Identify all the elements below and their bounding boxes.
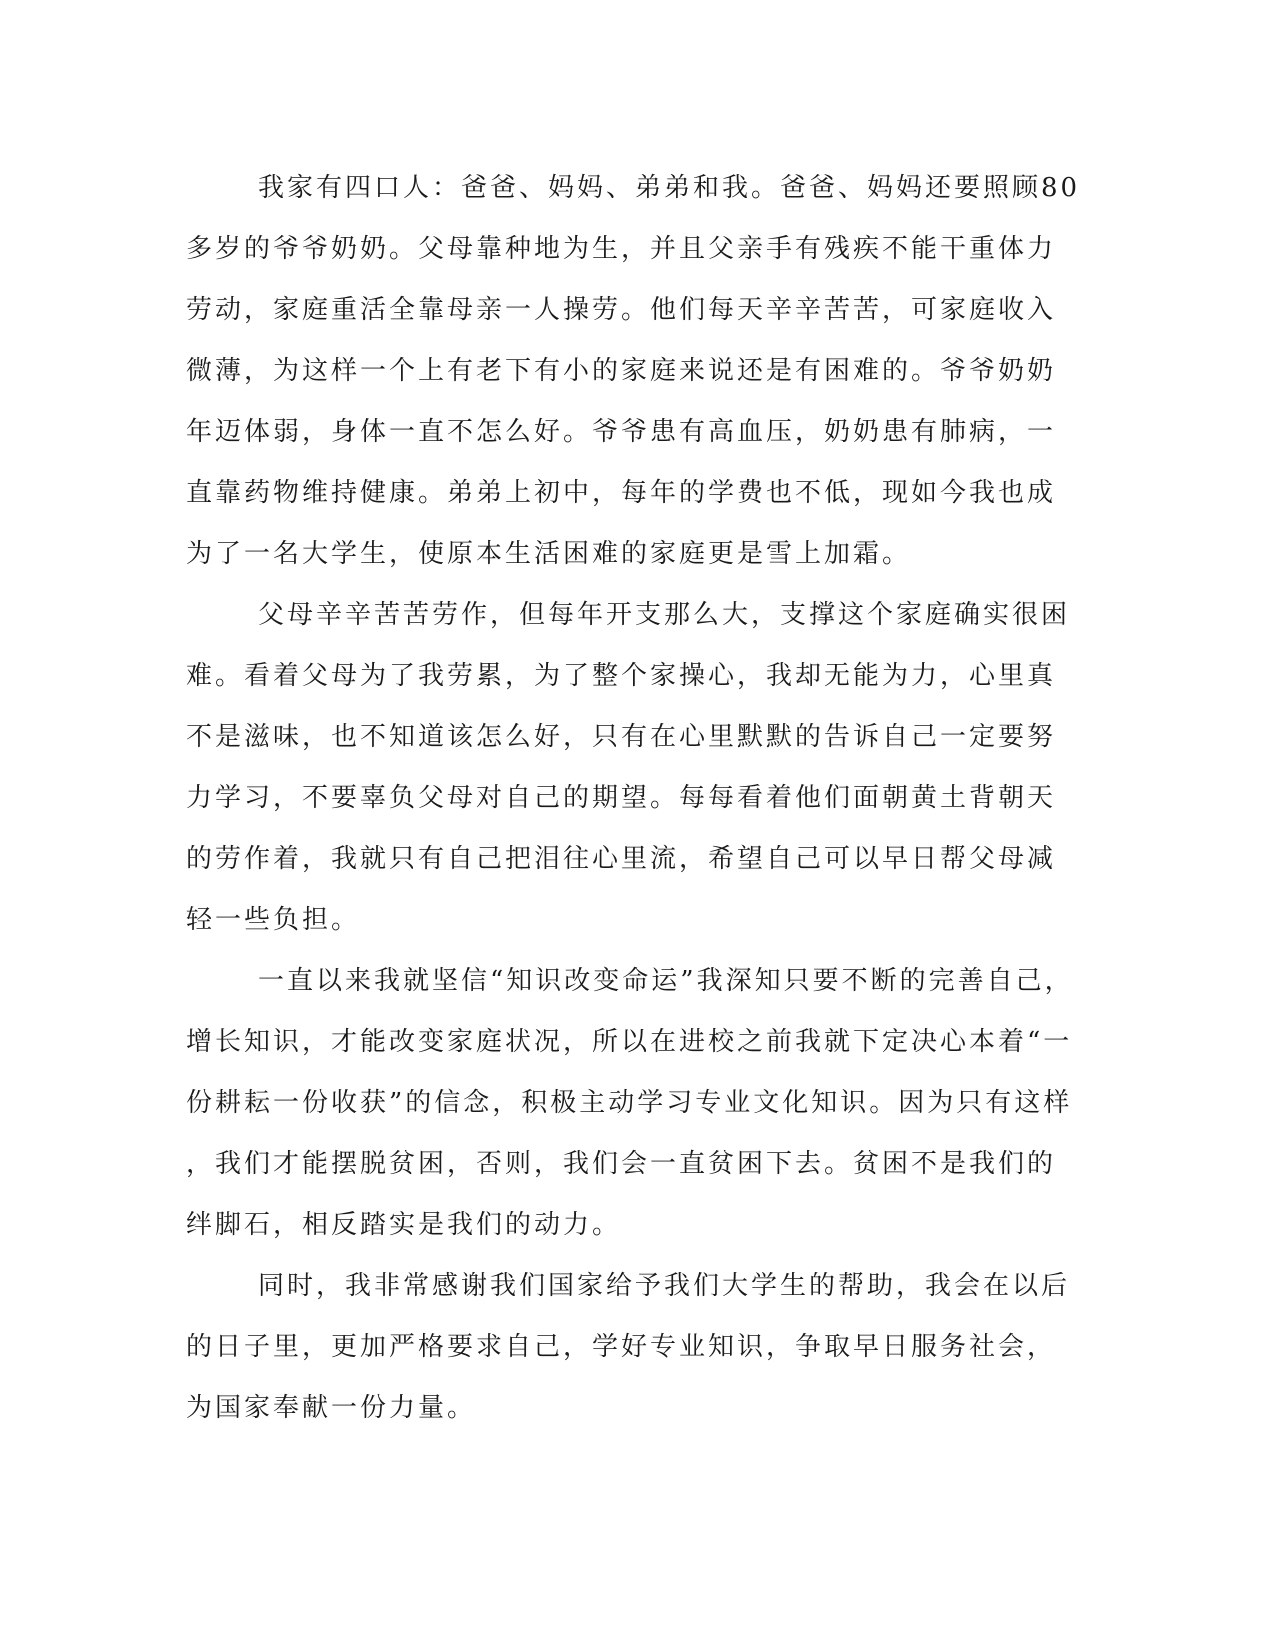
text-line: 为了一名大学生，使原本生活困难的家庭更是雪上加霜。	[186, 539, 912, 569]
text-line: 轻一些负担。	[186, 905, 361, 935]
text-line: 父母辛辛苦苦劳作，但每年开支那么大，支撑这个家庭确实很困	[258, 600, 1071, 630]
text-line: 增长知识，才能改变家庭状况，所以在进校之前我就下定决心本着“一	[186, 1027, 1073, 1057]
paragraph-1	[186, 158, 1081, 585]
text-line: 劳动，家庭重活全靠母亲一人操劳。他们每天辛辛苦苦，可家庭收入	[186, 295, 1057, 325]
text-line: 难。看着父母为了我劳累，为了整个家操心，我却无能为力，心里真	[186, 661, 1057, 691]
text-line: 微薄，为这样一个上有老下有小的家庭来说还是有困难的。爷爷奶奶	[186, 356, 1057, 386]
text-line: 直靠药物维持健康。弟弟上初中，每年的学费也不低，现如今我也成	[186, 478, 1057, 508]
text-line: 力学习，不要辜负父母对自己的期望。每每看着他们面朝黄土背朝天	[186, 783, 1057, 813]
paragraph-2	[186, 585, 1071, 951]
document-body	[186, 158, 1081, 1439]
text-line: 绊脚石，相反踏实是我们的动力。	[186, 1210, 622, 1240]
text-line: 不是滋味，也不知道该怎么好，只有在心里默默的告诉自己一定要努	[186, 722, 1057, 752]
text-line: ，我们才能摆脱贫困，否则，我们会一直贫困下去。贫困不是我们的	[186, 1149, 1057, 1179]
paragraph-3	[186, 951, 1074, 1256]
text-line: 年迈体弱，身体一直不怎么好。爷爷患有高血压，奶奶患有肺病，一	[186, 417, 1057, 447]
text-line: 我家有四口人：爸爸、妈妈、弟弟和我。爸爸、妈妈还要照顾80	[258, 173, 1081, 203]
text-line: 多岁的爷爷奶奶。父母靠种地为生，并且父亲手有残疾不能干重体力	[186, 234, 1057, 264]
text-line: 一直以来我就坚信“知识改变命运”我深知只要不断的完善自己，	[258, 966, 1074, 996]
text-line: 份耕耘一份收获”的信念，积极主动学习专业文化知识。因为只有这样	[186, 1088, 1073, 1118]
text-line: 为国家奉献一份力量。	[186, 1393, 477, 1423]
paragraph-4	[186, 1256, 1071, 1439]
text-line: 同时，我非常感谢我们国家给予我们大学生的帮助，我会在以后	[258, 1271, 1071, 1301]
text-line: 的劳作着，我就只有自己把泪往心里流，希望自己可以早日帮父母减	[186, 844, 1057, 874]
text-line: 的日子里，更加严格要求自己，学好专业知识，争取早日服务社会，	[186, 1332, 1057, 1362]
